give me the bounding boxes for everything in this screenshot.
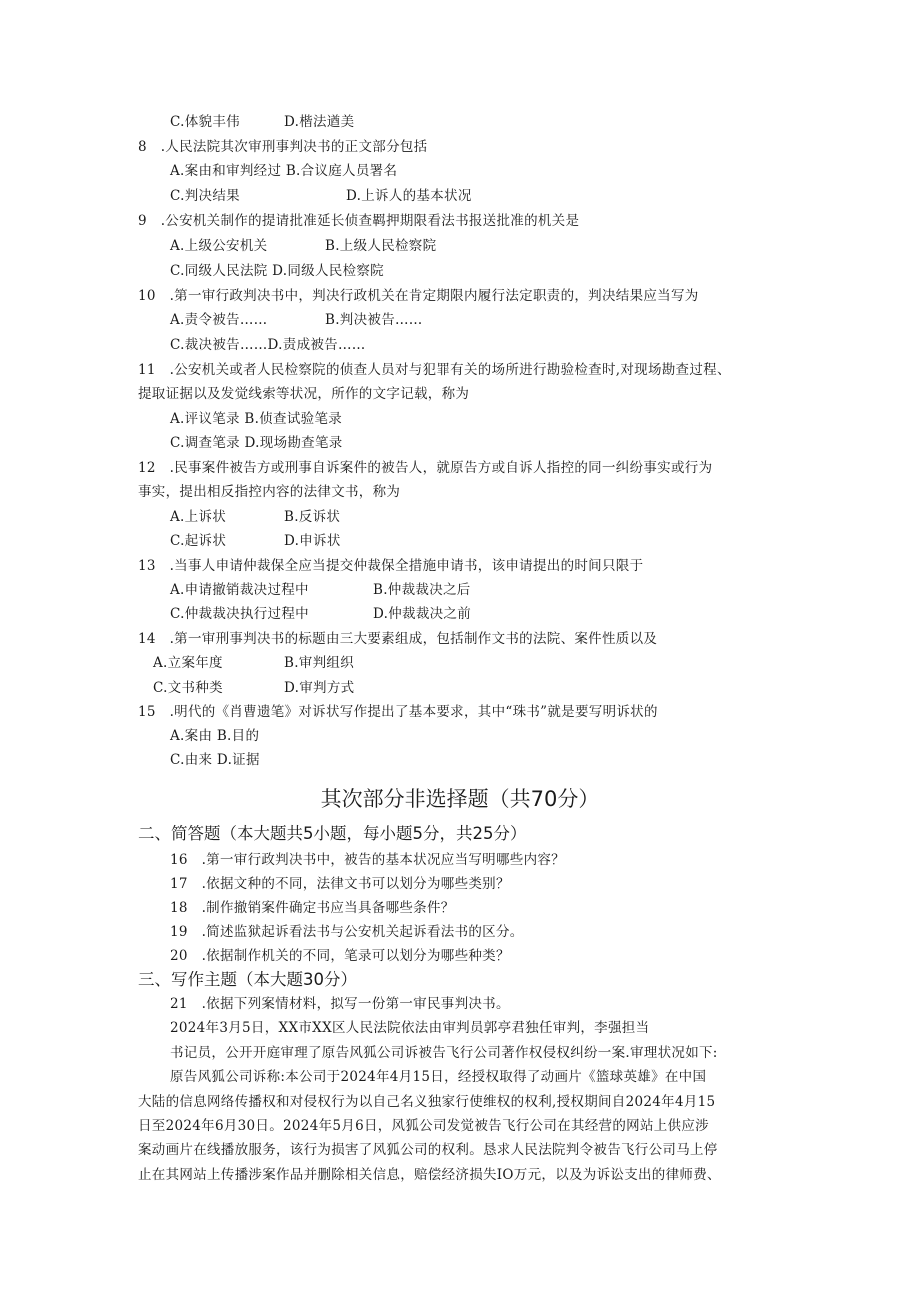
question-19: 19 .简述监狱起诉看法书与公安机关起诉看法书的区分。 <box>170 924 524 940</box>
q11-options-ab: A.评议笔录 B.侦查试验笔录 <box>170 411 343 427</box>
q10-option-a: A.责令被告…… <box>170 312 268 328</box>
q12-option-d: D.申诉状 <box>284 533 341 549</box>
question-17: 17 .依据文种的不同，法律文书可以划分为哪些类别？ <box>170 876 510 892</box>
q14-option-d: D.审判方式 <box>284 680 355 696</box>
q9-option-a: A.上级公安机关 <box>170 238 268 254</box>
q8-option-d: D.上诉人的基本状况 <box>346 188 472 204</box>
q12-stem-line2: 事实，提出相反指控内容的法律文书，称为 <box>138 484 401 500</box>
section-three-title: 三、写作主题（本大题30分） <box>138 970 357 989</box>
section-two-title: 二、简答题（本大题共5小题，每小题5分，共25分） <box>138 824 527 843</box>
q12-stem-line1: 12 .民事案件被告方或刑事自诉案件的被告人，就原告方或自诉人指控的同一纠纷事实或行为 <box>138 460 713 476</box>
q10-stem: 10 .第一审行政判决书中，判决行政机关在肯定期限内履行法定职责的，判决结果应当写为 <box>138 288 699 304</box>
q14-option-c: C.文书种类 <box>153 680 223 696</box>
q13-option-b: B.仲裁裁决之后 <box>373 582 471 598</box>
q15-options-ab: A.案由 B.目的 <box>170 728 260 744</box>
q13-option-a: A.申请撤销裁决过程中 <box>170 582 309 598</box>
case-text-line: 案动画片在线播放服务，该行为损害了风狐公司的权利。恳求人民法院判令被告飞行公司马上停 <box>138 1142 718 1158</box>
q7-option-d: D.楷法遒美 <box>284 114 355 130</box>
q8-option-c: C.判决结果 <box>170 188 240 204</box>
case-text-line: 大陆的信息网络传播权和对侵权行为以自己名义独家行使维权的权利,授权期间自2024年4月15 <box>138 1094 716 1110</box>
q14-option-b: B.审判组织 <box>284 655 355 671</box>
case-text-line: 原告风狐公司诉称:本公司于2024年4月15日，经授权取得了动画片《篮球英雄》在中国 <box>170 1069 707 1085</box>
q15-options-cd: C.由来 D.证据 <box>170 752 260 768</box>
case-text-line: 书记员，公开开庭审理了原告风狐公司诉被告飞行公司著作权侵权纠纷一案.审理状况如下: <box>170 1045 718 1061</box>
question-20: 20 .依据制作机关的不同，笔录可以划分为哪些种类？ <box>170 948 510 964</box>
case-text-line: 日至2024年6月30日。2024年5月6日，风狐公司发觉被告飞行公司在其经营的网站上供应涉 <box>138 1118 709 1134</box>
question-21: 21 .依据下列案情材料，拟写一份第一审民事判决书。 <box>170 996 510 1012</box>
q14-option-a: A.立案年度 <box>153 655 223 671</box>
q13-stem: 13 .当事人申请仲裁保全应当提交仲裁保全措施申请书，该申请提出的时间只限于 <box>138 558 644 574</box>
q15-stem: 15 .明代的《肖曹遗笔》对诉状写作提出了基本要求，其中“珠书”就是要写明诉状的 <box>138 704 658 720</box>
q9-options-cd: C.同级人民法院 D.同级人民检察院 <box>170 263 384 279</box>
q11-stem-line2: 提取证据以及发觉线索等状况，所作的文字记载，称为 <box>138 386 470 402</box>
case-text-line: 2024年3月5日，XX市XX区人民法院依法由审判员郭亭君独任审判，李强担当 <box>170 1020 650 1036</box>
q13-option-d: D.仲裁裁决之前 <box>373 606 472 622</box>
question-18: 18 .制作撤销案件确定书应当具备哪些条件？ <box>170 900 455 916</box>
q8-options-ab: A.案由和审判经过 B.合议庭人员署名 <box>170 163 398 179</box>
q9-option-b: B.上级人民检察院 <box>325 238 437 254</box>
q7-option-c: C.体貌丰伟 <box>170 114 240 130</box>
q14-stem: 14 .第一审刑事判决书的标题由三大要素组成，包括制作文书的法院、案件性质以及 <box>138 631 658 647</box>
q12-option-a: A.上诉状 <box>170 509 227 525</box>
part-two-heading: 其次部分非选择题（共70分） <box>320 787 600 811</box>
q13-option-c: C.仲裁裁决执行过程中 <box>170 606 309 622</box>
q12-option-c: C.起诉状 <box>170 533 227 549</box>
q11-options-cd: C.调查笔录 D.现场勘查笔录 <box>170 435 343 451</box>
q11-stem-line1: 11 .公安机关或者人民检察院的侦查人员对与犯罪有关的场所进行勘验检查时,对现场勘查过程、 <box>138 362 731 378</box>
q12-option-b: B.反诉状 <box>284 509 341 525</box>
q8-stem: 8 .人民法院其次审刑事判决书的正文部分包括 <box>138 139 428 155</box>
q9-stem: 9 .公安机关制作的提请批准延长侦查羁押期限看法书报送批准的机关是 <box>138 213 580 229</box>
case-text-line: 止在其网站上传播涉案作品并删除相关信息，赔偿经济损失IO万元，以及为诉讼支出的律师费、 <box>138 1167 721 1183</box>
q10-option-b: B.判决被告…… <box>325 312 423 328</box>
q10-options-cd: C.裁决被告……D.责成被告…… <box>170 337 366 353</box>
question-16: 16 .第一审行政判决书中，被告的基本状况应当写明哪些内容？ <box>170 852 565 868</box>
